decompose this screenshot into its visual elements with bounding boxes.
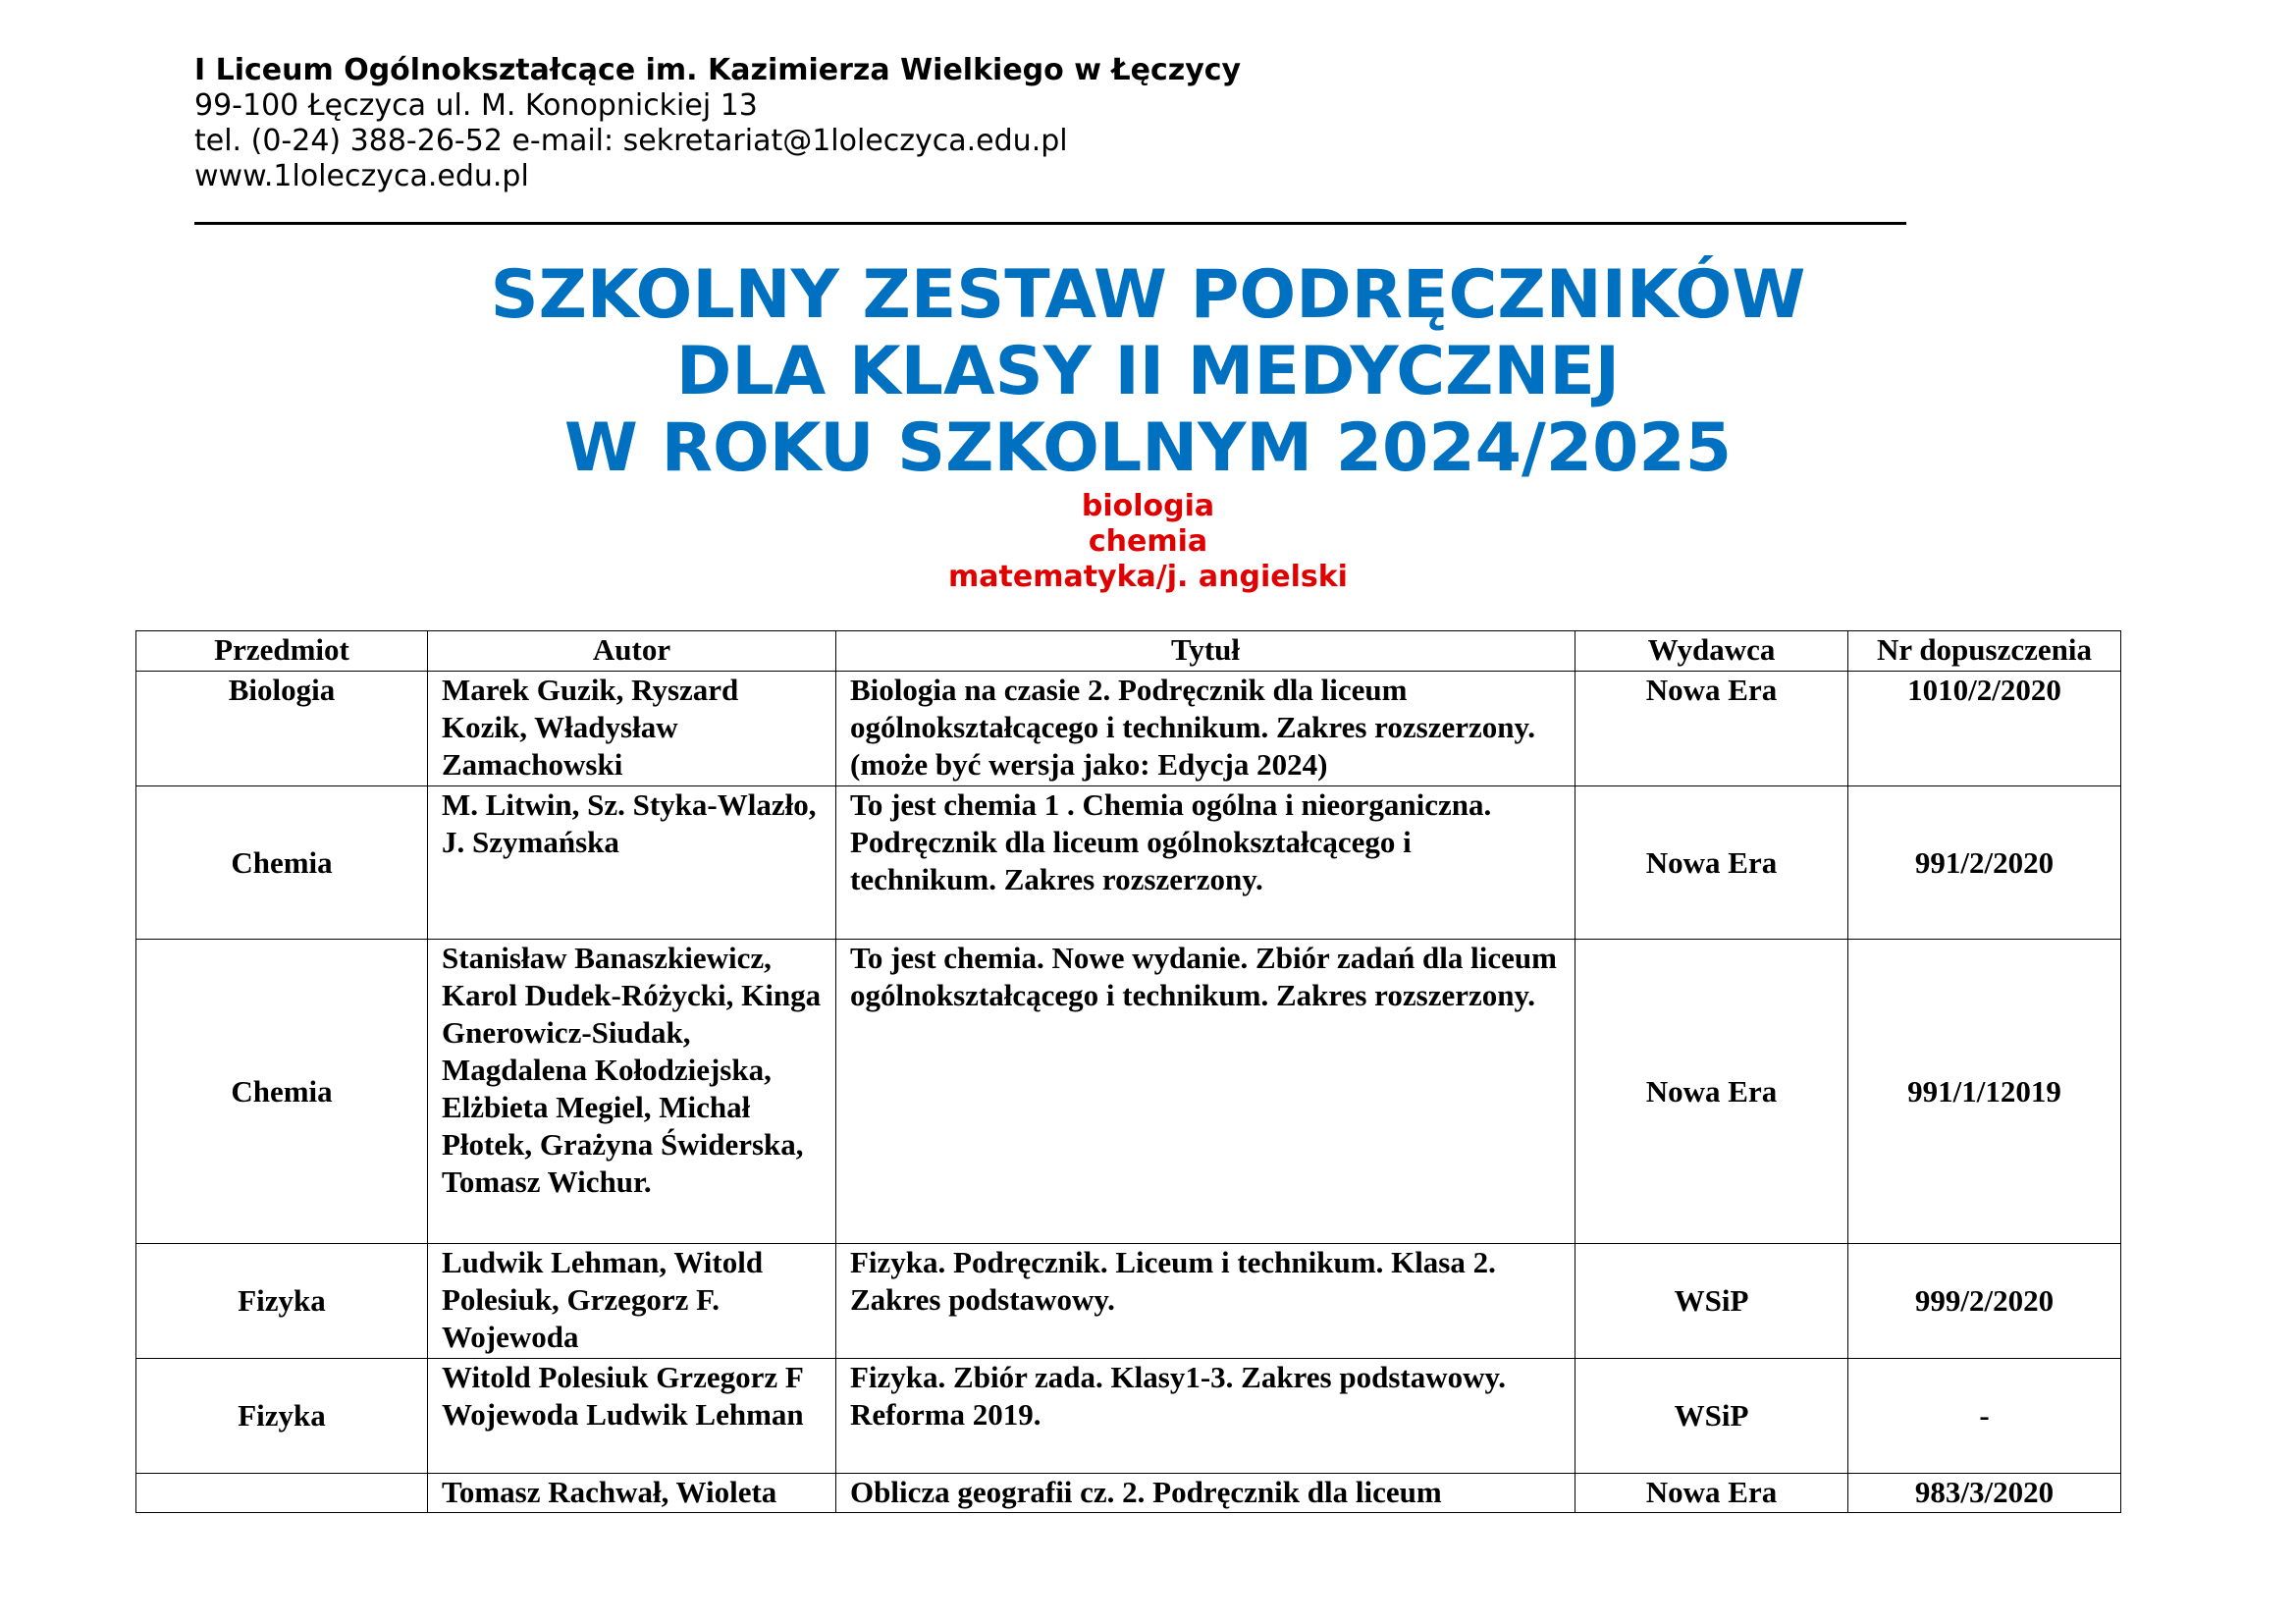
cell-approval-no: 999/2/2020 [1848,1244,2121,1359]
cell-subject: Fizyka [136,1359,428,1474]
cell-publisher: Nowa Era [1575,672,1848,786]
cell-subject [136,1474,428,1513]
cell-publisher: WSiP [1575,1244,1848,1359]
cell-approval-no: 991/2/2020 [1848,786,2121,940]
table-row [136,1474,2121,1513]
cell-author: Marek Guzik, Ryszard Kozik, Władysław Zamachowski [428,672,836,786]
profile-subject: matematyka/j. angielski [948,560,1348,594]
column-header-author: Autor [428,631,836,672]
cell-author: Stanisław Banaszkiewicz, Karol Dudek-Różycki, Kinga Gnerowicz-Siudak, Magdalena Kołodziejska, Elżbieta Megiel, Michał Płotek, Grażyna Świderska, Tomasz Wichur. [428,940,836,1244]
table-row [136,786,2121,940]
cell-subject: Chemia [136,940,428,1244]
cell-approval-no: 1010/2/2020 [1848,672,2121,786]
cell-title: Oblicza geografii cz. 2. Podręcznik dla liceum [836,1474,1575,1513]
school-name: I Liceum Ogólnokształcące im. Kazimierza Wielkiego w Łęczycy [194,53,1242,87]
cell-title: Fizyka. Podręcznik. Liceum i technikum. Klasa 2. Zakres podstawowy. [836,1244,1575,1359]
cell-title: To jest chemia. Nowe wydanie. Zbiór zadań dla liceum ogólnokształcącego i technikum. Zakres rozszerzony. [836,940,1575,1244]
textbook-table [135,630,2121,1513]
cell-author: M. Litwin, Sz. Styka-Wlazło, J. Szymańska [428,786,836,940]
cell-subject: Chemia [136,786,428,940]
table-row [136,672,2121,786]
cell-publisher: Nowa Era [1575,1474,1848,1513]
school-contact: tel. (0-24) 388-26-52 e-mail: sekretariat@1loleczyca.edu.pl [194,124,1068,158]
profile-subject: biologia [1081,489,1215,523]
cell-approval-no: 983/3/2020 [1848,1474,2121,1513]
cell-publisher: WSiP [1575,1359,1848,1474]
column-header-subject: Przedmiot [136,631,428,672]
cell-title: To jest chemia 1 . Chemia ogólna i nieorganiczna. Podręcznik dla liceum ogólnokształcącego i technikum. Zakres rozszerzony. [836,786,1575,940]
cell-author: Ludwik Lehman, Witold Polesiuk, Grzegorz F. Wojewoda [428,1244,836,1359]
cell-author: Tomasz Rachwał, Wioleta [428,1474,836,1513]
title-line-2: DLA KLASY II MEDYCZNEJ [675,333,1621,410]
cell-subject: Biologia [136,672,428,786]
table-row [136,1359,2121,1474]
cell-publisher: Nowa Era [1575,786,1848,940]
table-row [136,1244,2121,1359]
title-line-3: W ROKU SZKOLNYM 2024/2025 [563,409,1733,487]
cell-approval-no: - [1848,1359,2121,1474]
profile-subjects [0,489,2296,595]
school-website: www.1loleczyca.edu.pl [194,159,529,193]
document-title [0,257,2296,487]
cell-title: Fizyka. Zbiór zada. Klasy1-3. Zakres podstawowy. Reforma 2019. [836,1359,1575,1474]
column-header-approval-no: Nr dopuszczenia [1848,631,2121,672]
cell-publisher: Nowa Era [1575,940,1848,1244]
column-header-title: Tytuł [836,631,1575,672]
title-line-1: SZKOLNY ZESTAW PODRĘCZNIKÓW [490,256,1806,334]
cell-approval-no: 991/1/12019 [1848,940,2121,1244]
table-header-row [136,631,2121,672]
cell-author: Witold Polesiuk Grzegorz F Wojewoda Ludwik Lehman [428,1359,836,1474]
table-row [136,940,2121,1244]
cell-title: Biologia na czasie 2. Podręcznik dla liceum ogólnokształcącego i technikum. Zakres rozszerzony. (może być wersja jako: Edycja 2024) [836,672,1575,786]
school-address: 99-100 Łęczyca ul. M. Konopnickiej 13 [194,88,758,123]
profile-subject: chemia [1088,524,1208,559]
cell-subject: Fizyka [136,1244,428,1359]
header-divider [194,222,1906,225]
school-header [194,53,1241,194]
column-header-publisher: Wydawca [1575,631,1848,672]
